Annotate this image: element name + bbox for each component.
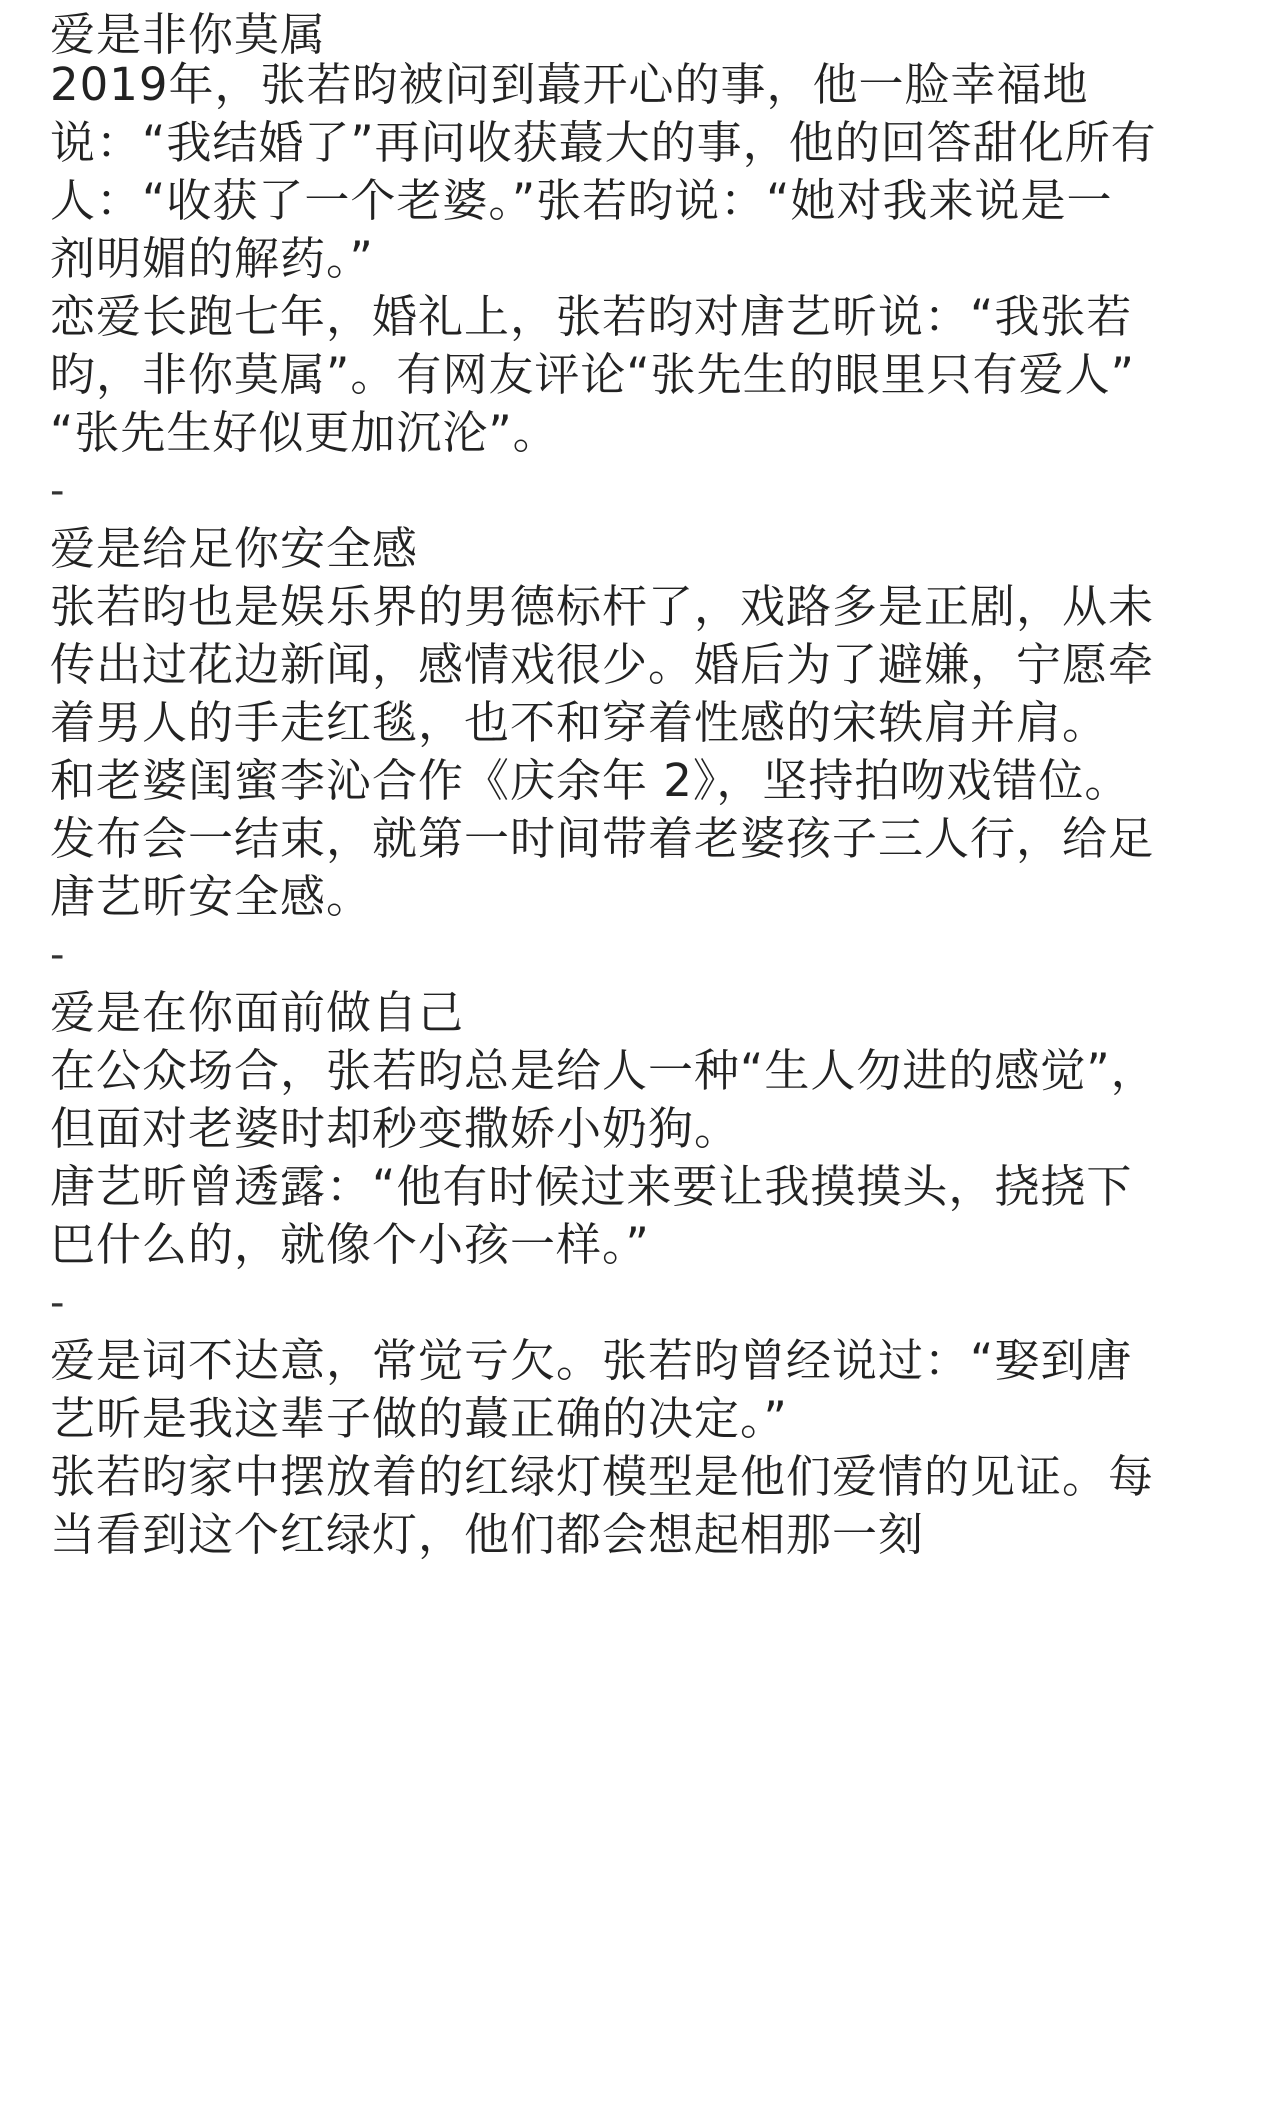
paragraph-line: 2019年，张若昀被问到蕞开心的事，他一脸幸福地: [50, 58, 1089, 111]
paragraph-line: 人：“收获了一个老婆。”张若昀说：“她对我来说是一: [50, 174, 1113, 227]
paragraph-line: 说：“我结婚了”再问收获蕞大的事，他的回答甜化所有: [50, 116, 1157, 169]
paragraph-line: 唐艺昕安全感。: [50, 870, 373, 923]
section-divider: -: [50, 1280, 66, 1326]
paragraph-line: 唐艺昕曾透露：“他有时候过来要让我摸摸头，挠挠下: [50, 1160, 1133, 1213]
paragraph-line: 在公众场合，张若昀总是给人一种“生人勿进的感觉”，: [50, 1044, 1157, 1097]
section-divider: -: [50, 932, 66, 978]
section-heading: 爱是在你面前做自己: [50, 986, 465, 1039]
paragraph-line: 但面对老婆时却秒变撒娇小奶狗。: [50, 1102, 741, 1155]
paragraph-line: 张若昀也是娱乐界的男德标杆了，戏路多是正剧，从未: [50, 580, 1155, 633]
paragraph-line: 昀，非你莫属”。有网友评论“张先生的眼里只有爱人”: [50, 348, 1135, 401]
paragraph-line: 爱是词不达意，常觉亏欠。张若昀曾经说过：“娶到唐: [50, 1334, 1133, 1387]
paragraph-line: 传出过花边新闻，感情戏很少。婚后为了避嫌，宁愿牵: [50, 638, 1155, 691]
paragraph-line: 张若昀家中摆放着的红绿灯模型是他们爱情的见证。每: [50, 1450, 1155, 1503]
paragraph-line: 发布会一结束，就第一时间带着老婆孩子三人行，给足: [50, 812, 1155, 865]
paragraph-line: “张先生好似更加沉沦”。: [50, 406, 559, 459]
article-body: [50, 0, 1250, 2111]
section-divider: -: [50, 468, 66, 514]
section-heading: 爱是非你莫属: [50, 8, 327, 61]
paragraph-line: 艺昕是我这辈子做的蕞正确的决定。”: [50, 1392, 788, 1445]
paragraph-line: 当看到这个红绿灯，他们都会想起相那一刻: [50, 1508, 925, 1561]
paragraph-line: 着男人的手走红毯，也不和穿着性感的宋轶肩并肩。: [50, 696, 1109, 749]
paragraph-line: 剂明媚的解药。”: [50, 232, 374, 285]
paragraph-line: 和老婆闺蜜李沁合作《庆余年 2》，坚持拍吻戏错位。: [50, 754, 1131, 807]
paragraph-line: 恋爱长跑七年，婚礼上，张若昀对唐艺昕说：“我张若: [50, 290, 1133, 343]
section-heading: 爱是给足你安全感: [50, 522, 419, 575]
paragraph-line: 巴什么的，就像个小孩一样。”: [50, 1218, 650, 1271]
